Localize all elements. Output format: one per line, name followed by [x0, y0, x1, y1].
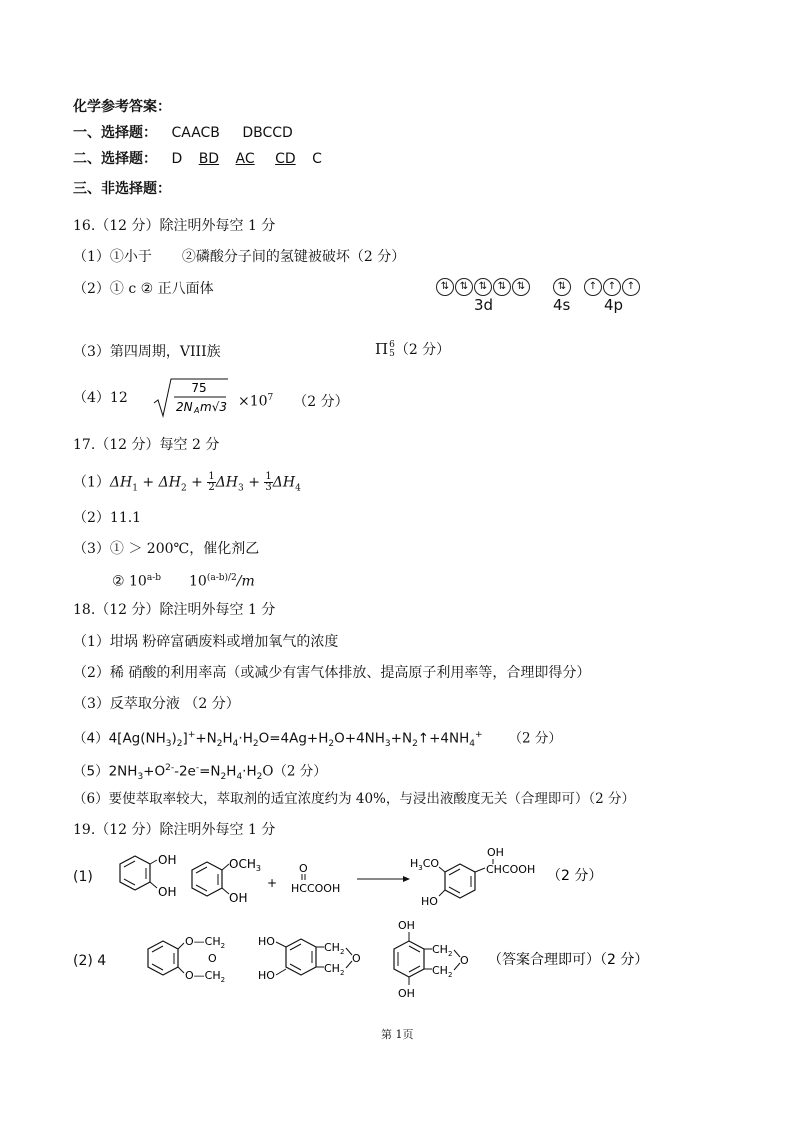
q16-part-1 — [73, 248, 405, 266]
q19-part-1-label: (1) — [73, 869, 93, 885]
q17-part-1-prefix: （1） — [73, 474, 110, 491]
pi-sup: 6 — [389, 340, 395, 350]
oh-label: OH — [398, 919, 415, 932]
q16-part-3: （3）第四周期，VIII族 — [73, 344, 221, 360]
dioxepine-structure — [148, 935, 225, 984]
oh-label: OH — [158, 853, 177, 867]
vanillyl-mandelic-acid-structure — [410, 846, 535, 908]
orbital-box: ↑ — [622, 278, 640, 296]
och2-label: $O—CH_2$ — [185, 935, 226, 950]
ch2-label: $CH_2$ — [324, 962, 345, 977]
q18-part-2: （2）稀 硝酸的利用率高（或减少有害气体排放、提高原子利用率等，合理即得分） — [73, 665, 591, 681]
q19-part-2-label: (2) 4 — [73, 953, 107, 969]
q16-pi-bond — [375, 340, 450, 359]
q17-part-3: （3）① ＞ 200℃，催化剂乙 — [73, 541, 260, 557]
sqrt-den-a: 2N — [176, 400, 193, 414]
o-label: O — [299, 862, 308, 875]
orbital-box: ⇅ — [455, 278, 473, 296]
hccooh-label: HCCOOH — [291, 882, 341, 895]
dh1-sub: 1 — [132, 483, 138, 494]
dihydroxy-structure-a — [258, 935, 361, 982]
q19-heading: 19.（12 分）除注明外每空 1 分 — [73, 822, 276, 838]
oh-label: OH — [158, 885, 177, 899]
section-1-line — [73, 124, 293, 142]
orbital-box: ⇅ — [493, 278, 511, 296]
dh4-sub: 4 — [295, 483, 301, 494]
ho-label: HO — [258, 935, 275, 948]
orbital-4s-group — [553, 274, 572, 296]
dh1: ΔH — [109, 474, 133, 491]
q16-part-4-score: （2 分） — [293, 393, 349, 410]
orbital-label-4s: 4s — [553, 296, 571, 314]
q19-part-2-note: （答案合理即可）（2 分） — [488, 952, 649, 968]
q17-ans-b: 10 — [189, 573, 207, 590]
section-2-label: 二、选择题： — [73, 151, 157, 167]
dh2: + ΔH — [137, 474, 181, 491]
dh4: ΔH — [272, 474, 296, 491]
q19-part-1-score: （2 分） — [547, 868, 603, 884]
ch2-label: $CH_2$ — [432, 943, 453, 958]
ho-label: HO — [258, 969, 275, 982]
answer-title: 化学参考答案： — [73, 99, 171, 115]
fraction-half: $\frac{1}{2}$ — [208, 471, 215, 493]
sqrt-expression — [152, 376, 232, 420]
exp-7: 7 — [267, 393, 274, 403]
q17-part-3b — [112, 569, 255, 591]
oh-label: OH — [398, 987, 415, 1000]
q16-part-1b: ②磷酸分子间的氢键被破坏（2 分） — [181, 249, 406, 265]
q17-ans-b-rest: /m — [236, 573, 255, 590]
o-label: O — [352, 952, 361, 965]
pi-score: （2 分） — [394, 342, 451, 358]
times-ten: ×10 — [238, 393, 268, 410]
section-1-label: 一、选择题： — [73, 125, 157, 141]
q16-part-1a: （1）①小于 — [73, 249, 152, 265]
orbital-box: ⇅ — [436, 278, 454, 296]
section-2-line — [73, 150, 322, 168]
oh-label: OH — [229, 891, 248, 905]
section-2-answer-4: CD — [275, 151, 296, 167]
section-2-answer-1: D — [171, 151, 183, 167]
q18-part-3: （3）反萃取分液 （2 分） — [73, 696, 240, 712]
section-1-answers-a: CAACB — [171, 125, 220, 141]
orbital-box: ⇅ — [512, 278, 530, 296]
orbital-box: ⇅ — [474, 278, 492, 296]
ch2-label: $CH_2$ — [432, 964, 453, 979]
q16-part-4-times — [238, 389, 349, 411]
sqrt-numerator: 75 — [191, 381, 207, 395]
q17-part-2: （2）11.1 — [73, 510, 142, 526]
dihydroxy-structure-b — [394, 919, 469, 1000]
ho-label: HO — [421, 895, 438, 908]
q16-part-4-prefix: （4）12 — [73, 390, 128, 406]
och2-label: $O—CH_2$ — [185, 969, 226, 984]
catechol-structure — [120, 853, 176, 899]
pi-symbol: Π — [375, 340, 389, 358]
q18-part-4: $(4)4[Ag(NH_3)_2]^++N_2H_4\cdot H_2O=4Ag+H_2O+4NH_3+N_2↑+4NH_4^+$ （2 分） — [73, 730, 562, 750]
arrow-head — [403, 876, 410, 882]
sqrt-den-rest: m√3 — [200, 400, 227, 414]
section-1-answers-b: DBCCD — [242, 125, 293, 141]
q18-part-5: $(5)2NH_3+O^{2-}-2e^-=N_2H_4\cdot H_2O(2$ 分） — [73, 763, 327, 783]
section-2-answer-3: AC — [235, 151, 255, 167]
page-number: 第 1页 — [381, 1028, 414, 1041]
section-3-label: 三、非选择题： — [73, 181, 171, 197]
q16-heading: 16.（12 分）除注明外每空 1 分 — [73, 218, 276, 234]
q18-heading: 18.（12 分）除注明外每空 1 分 — [73, 602, 276, 618]
q18-part-4-score: （2 分） — [508, 730, 562, 747]
plus: + — [243, 474, 265, 491]
ch2-label: $CH_2$ — [324, 941, 345, 956]
fraction-third: $\frac{1}{3}$ — [265, 471, 272, 493]
q17-ans-a-sup: a-b — [146, 573, 161, 583]
q17-ans-a: ② 10 — [112, 573, 147, 590]
section-2-answer-5: C — [312, 151, 322, 167]
q16-part-2: （2）① c ② 正八面体 — [73, 281, 214, 297]
q17-ans-b-sup: (a-b)/2 — [206, 573, 237, 583]
orbital-label-3d: 3d — [474, 296, 494, 314]
orbital-3d-group — [436, 274, 531, 296]
orbital-4p-group — [584, 274, 641, 296]
dh2-sub: 2 — [180, 483, 187, 494]
q19-isomer-structures — [140, 915, 670, 1000]
orbital-box: ⇅ — [553, 278, 571, 296]
o-label: O — [208, 952, 217, 965]
plus-sign: + — [267, 876, 278, 890]
orbital-box: ↑ — [603, 278, 621, 296]
q18-part-1: （1）坩埚 粉碎富硒废料或增加氧气的浓度 — [73, 634, 339, 650]
plus: + — [186, 474, 208, 491]
q19-reaction-scheme — [95, 840, 655, 915]
och3-label: $OCH_3$ — [229, 857, 261, 873]
section-2-answer-2: BD — [198, 151, 220, 167]
h3co-label: $H_3CO$ — [410, 857, 440, 872]
q17-part-1 — [73, 472, 301, 497]
guaiacol-structure — [192, 857, 261, 905]
q18-part-6: （6）要使萃取率较大，萃取剂的适宜浓度约为 40%，与浸出液酸度无关（合理即可）（2 分） — [73, 791, 636, 807]
pi-sub: 5 — [389, 349, 395, 359]
q17-heading: 17.（12 分）每空 2 分 — [73, 437, 220, 453]
dh3-sub: 3 — [238, 483, 244, 494]
sqrt-den-sub: A — [194, 406, 200, 415]
glyoxylic-acid-structure — [291, 862, 340, 895]
chcooh-label: CHCOOH — [486, 863, 536, 876]
dh3: ΔH — [215, 474, 239, 491]
orbital-box: ↑ — [584, 278, 602, 296]
orbital-label-4p: 4p — [604, 296, 624, 314]
oh-label: OH — [487, 846, 504, 859]
o-label: O — [460, 954, 469, 967]
